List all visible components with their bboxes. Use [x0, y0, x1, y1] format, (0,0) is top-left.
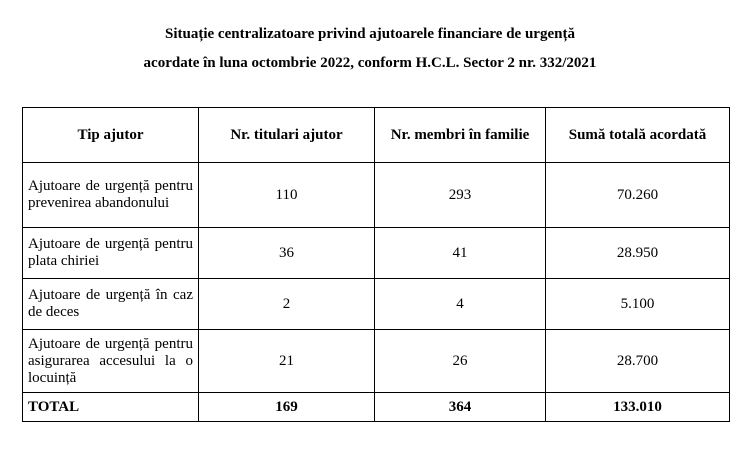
- total-amount: 133.010: [546, 393, 730, 422]
- row-amount: 5.100: [546, 279, 730, 330]
- total-members: 364: [375, 393, 546, 422]
- table-row: [23, 163, 730, 228]
- row-holders: 110: [199, 163, 375, 228]
- row-aid-type: Ajutoare de urgență pentru asigurarea accesului la o locuință: [23, 330, 199, 393]
- row-members: 4: [375, 279, 546, 330]
- table-row: [23, 279, 730, 330]
- table-header-row: [23, 108, 730, 163]
- header-family-members: Nr. membri în familie: [375, 108, 546, 163]
- aid-summary-table: [22, 107, 730, 422]
- row-aid-type: Ajutoare de urgență pentru plata chiriei: [23, 228, 199, 279]
- total-holders: 169: [199, 393, 375, 422]
- row-holders: 36: [199, 228, 375, 279]
- header-aid-type: Tip ajutor: [23, 108, 199, 163]
- row-aid-type: Ajutoare de urgență în caz de deces: [23, 279, 199, 330]
- header-holders: Nr. titulari ajutor: [199, 108, 375, 163]
- table-row: [23, 228, 730, 279]
- row-members: 293: [375, 163, 546, 228]
- row-aid-type: Ajutoare de urgență pentru prevenirea abandonului: [23, 163, 199, 228]
- document-title-line-2: acordate în luna octombrie 2022, conform H.C.L. Sector 2 nr. 332/2021: [143, 55, 597, 71]
- document-title-line-1: Situație centralizatoare privind ajutoarele financiare de urgență: [165, 26, 575, 42]
- row-members: 41: [375, 228, 546, 279]
- row-amount: 28.950: [546, 228, 730, 279]
- row-members: 26: [375, 330, 546, 393]
- total-label: TOTAL: [23, 393, 199, 422]
- row-holders: 2: [199, 279, 375, 330]
- table-total-row: [23, 393, 730, 422]
- header-total-amount: Sumă totală acordată: [546, 108, 730, 163]
- row-amount: 70.260: [546, 163, 730, 228]
- row-amount: 28.700: [546, 330, 730, 393]
- table-row: [23, 330, 730, 393]
- row-holders: 21: [199, 330, 375, 393]
